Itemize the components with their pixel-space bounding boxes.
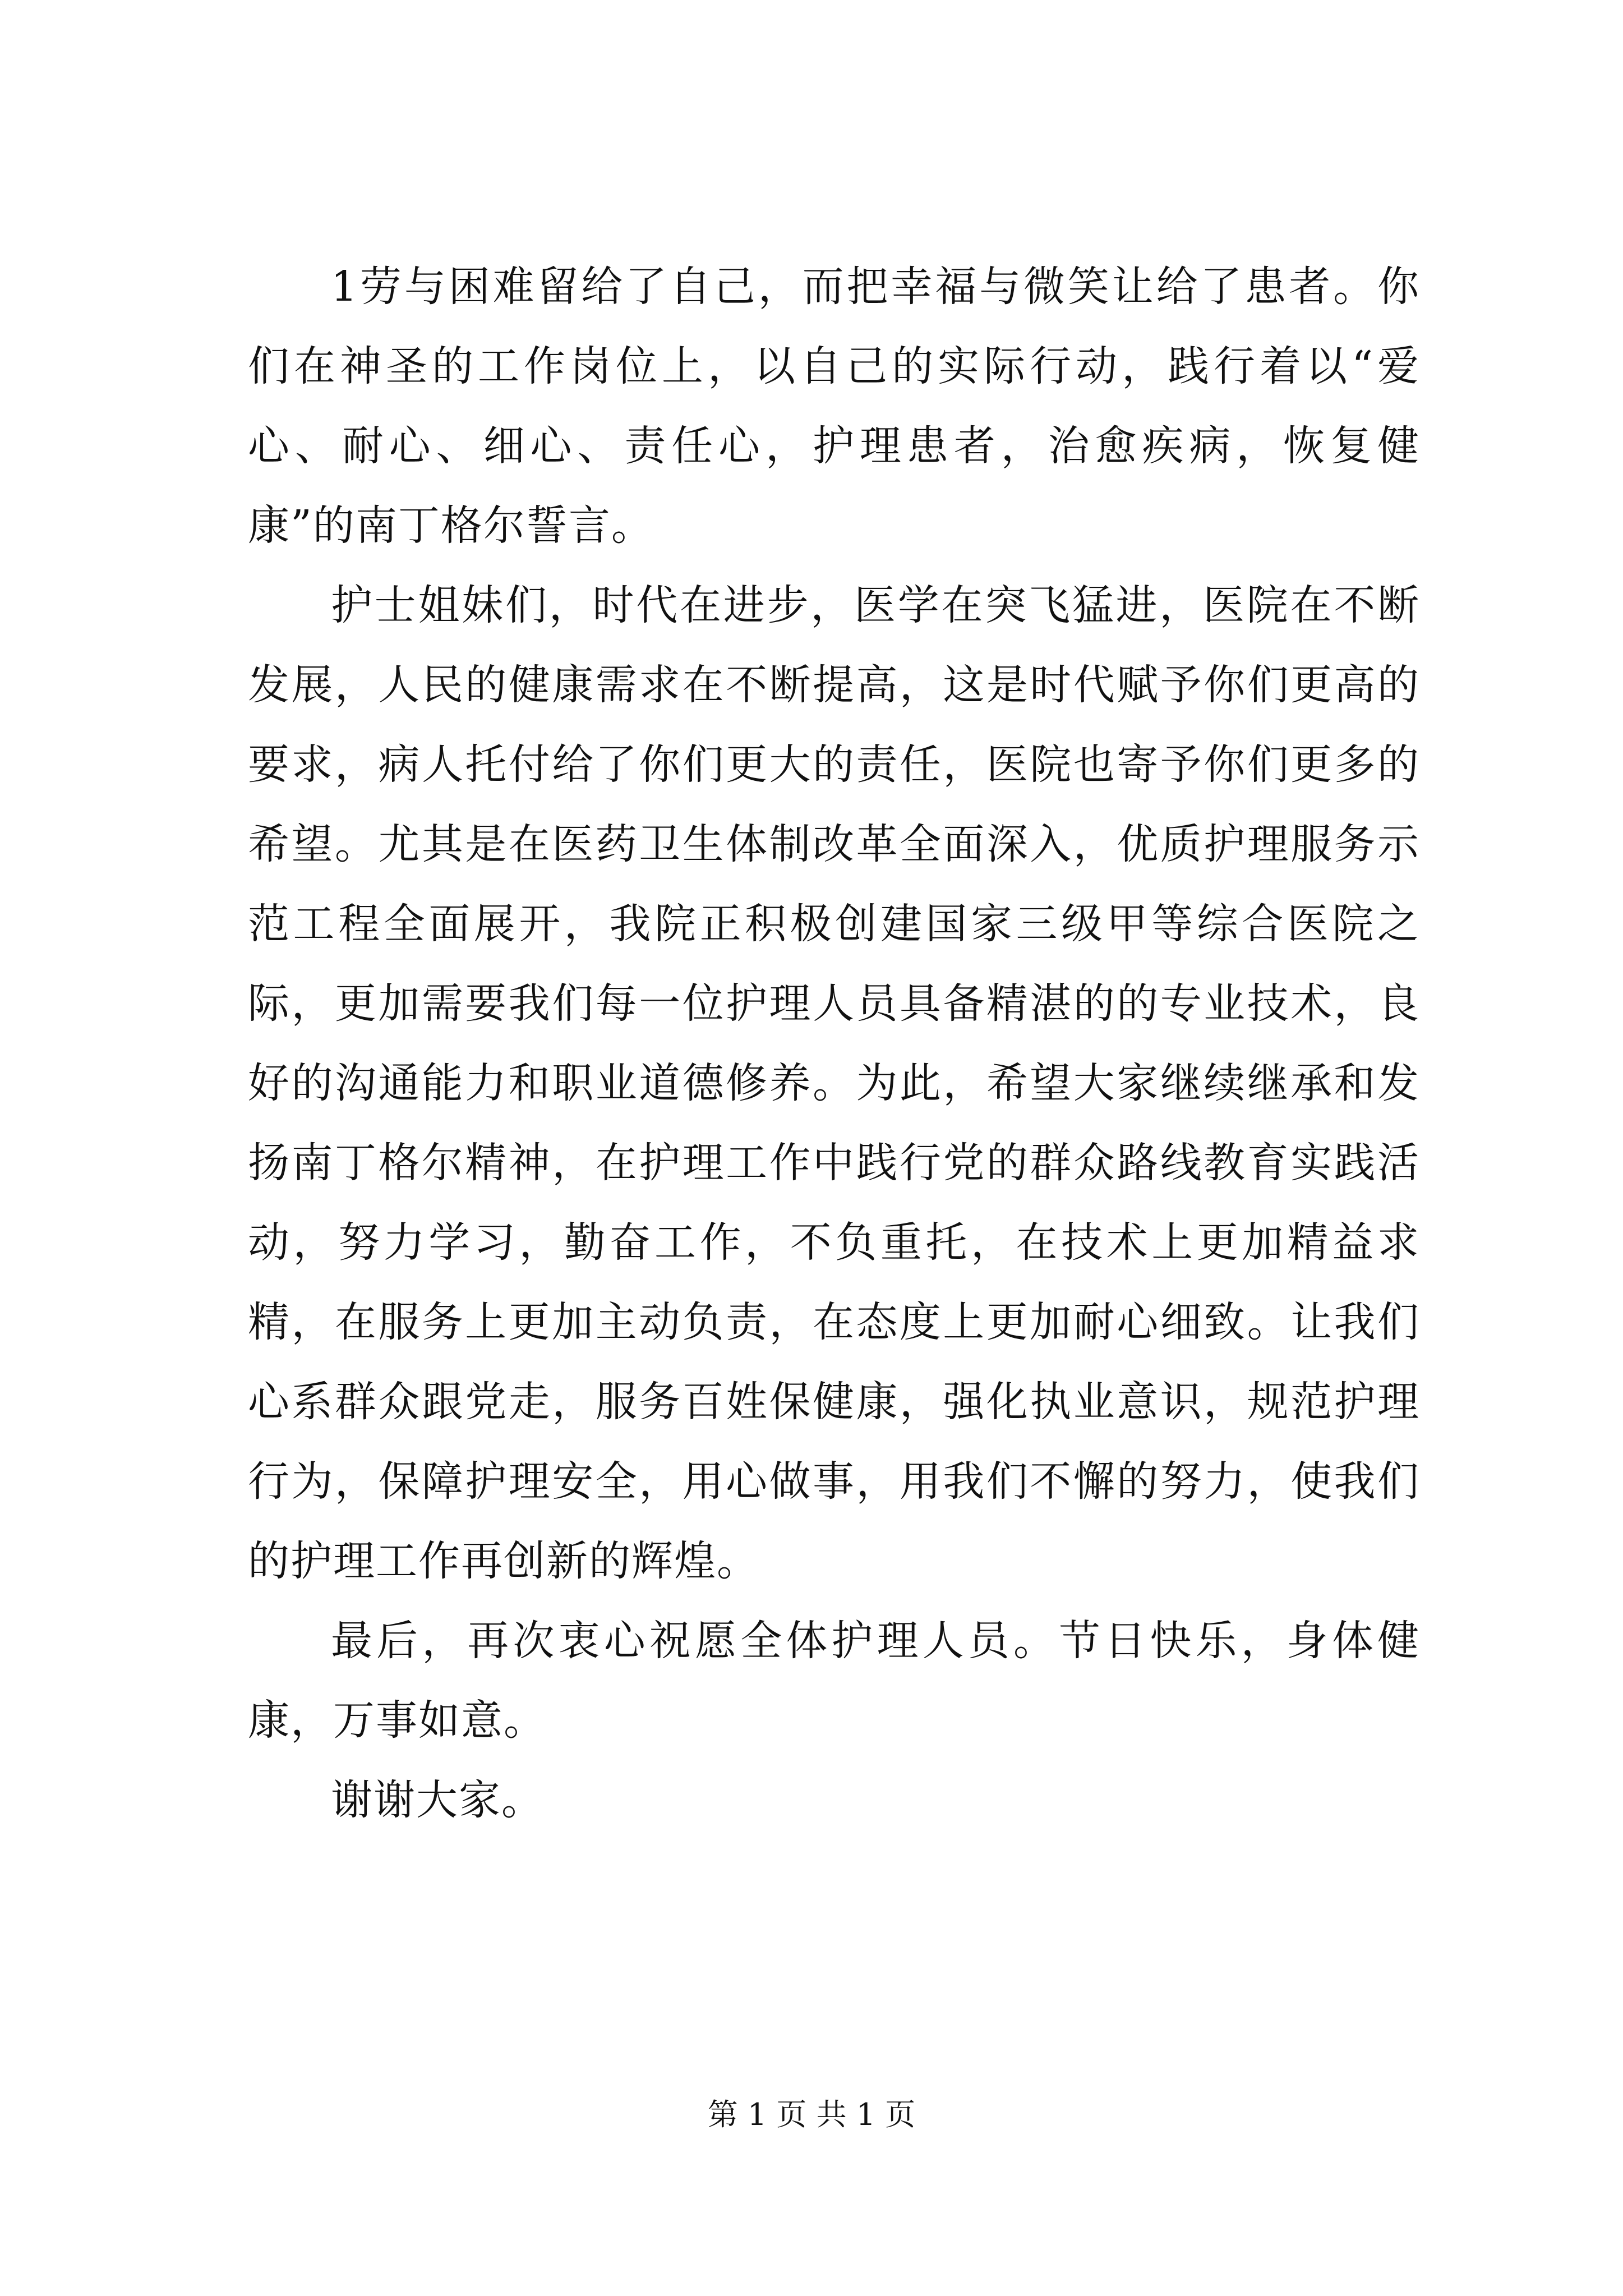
paragraph-3: 最后，再次衷心祝愿全体护理人员。节日快乐，身体健康，万事如意。 bbox=[248, 1617, 1420, 1745]
paragraph-2: 护士姐妹们，时代在进步，医学在突飞猛进，医院在不断发展，人民的健康需求在不断提高，这是时代赋予你们更高的要求，病人托付给了你们更大的责任，医院也寄予你们更多的希望。尤其是在医药卫生体制改革全面深入，优质护理服务示范工程全面展开，我院正积极创建国家三级甲等综合医院之际，更加需要我们每一位护理人员具备精湛的的专业技术，良好的沟通能力和职业道德修养。为此，希望大家继续继承和发扬南丁格尔精神，在护理工作中践行党的群众路线教育实践活动，努力学习，勤奋工作，不负重托，在技术上更加精益求精，在服务上更加主动负责，在态度上更加耐心细致。让我们心系群众跟党走，服务百姓保健康，强化执业意识，规范护理行为，保障护理安全，用心做事，用我们不懈的努力，使我们的护理工作再创新的辉煌。 bbox=[248, 581, 1420, 1585]
paragraph-4: 谢谢大家。 bbox=[331, 1776, 544, 1824]
paragraph-1: 1劳与困难留给了自己，而把幸福与微笑让给了患者。你们在神圣的工作岗位上，以自己的实际行动，践行着以“爱心、耐心、细心、责任心，护理患者，治愈疾病，恢复健康”的南丁格尔誓言。 bbox=[248, 263, 1420, 550]
document-body bbox=[248, 247, 1420, 1840]
page-footer: 第 1 页 共 1 页 bbox=[707, 2097, 916, 2132]
